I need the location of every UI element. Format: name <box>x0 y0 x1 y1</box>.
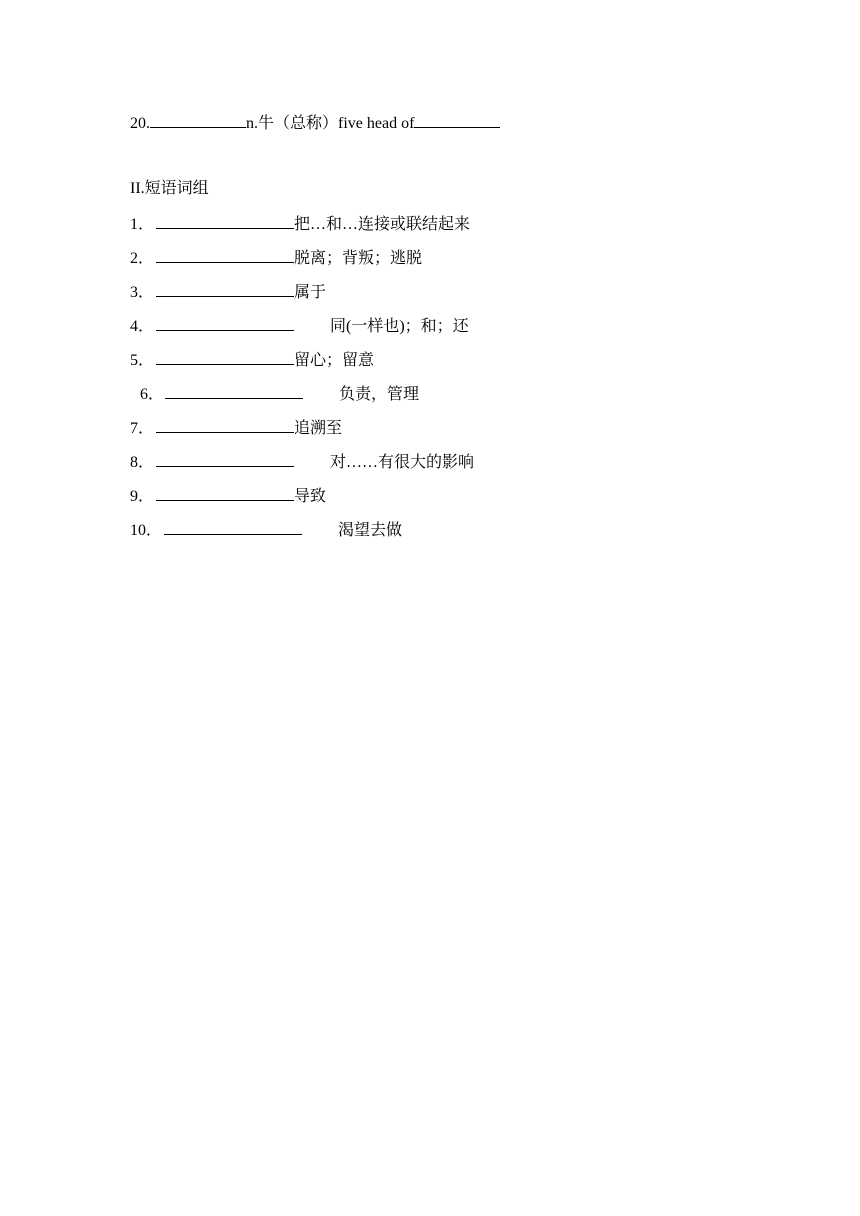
phrase-meaning: 渴望去做 <box>338 522 403 539</box>
phrase-meaning: 追溯至 <box>294 420 343 437</box>
item-number: 20. <box>130 115 150 132</box>
phrase-item-10 <box>130 519 402 541</box>
phrase-item-1 <box>130 213 470 235</box>
phrase-item-3 <box>130 281 326 303</box>
answer-blank[interactable] <box>156 213 294 229</box>
item-meaning: n.牛（总称） <box>246 115 339 132</box>
vocab-item-20 <box>130 112 500 134</box>
phrase-meaning: 负责，管理 <box>339 386 420 403</box>
phrase-number: 4． <box>130 318 155 335</box>
phrase-meaning: 留心；留意 <box>294 352 375 369</box>
phrase-item-8 <box>130 451 474 473</box>
phrase-number: 2． <box>130 250 155 267</box>
phrase-meaning: 导致 <box>294 488 327 505</box>
phrase-number: 3． <box>130 284 155 301</box>
phrase-item-4 <box>130 315 469 337</box>
answer-blank[interactable] <box>156 417 294 433</box>
phrase-item-2 <box>130 247 422 269</box>
answer-blank[interactable] <box>164 519 302 535</box>
example-text: five head of <box>338 115 415 132</box>
phrase-number: 7． <box>130 420 155 437</box>
phrase-number: 9． <box>130 488 155 505</box>
phrase-meaning: 对……有很大的影响 <box>330 454 475 471</box>
section-heading: II.短语词组 <box>130 180 209 197</box>
phrase-meaning: 属于 <box>294 284 327 301</box>
answer-blank[interactable] <box>156 485 294 501</box>
answer-blank[interactable] <box>150 112 246 128</box>
phrase-item-9 <box>130 485 326 507</box>
answer-blank[interactable] <box>156 247 294 263</box>
phrase-meaning: 同(一样也)；和；还 <box>330 318 469 335</box>
answer-blank[interactable] <box>156 451 294 467</box>
phrase-number: 10． <box>130 522 163 539</box>
phrase-number: 6． <box>140 386 165 403</box>
phrase-meaning: 脱离；背叛；逃脱 <box>294 250 423 267</box>
answer-blank[interactable] <box>156 315 294 331</box>
answer-blank[interactable] <box>156 349 294 365</box>
phrase-number: 8． <box>130 454 155 471</box>
answer-blank[interactable] <box>156 281 294 297</box>
answer-blank[interactable] <box>165 383 303 399</box>
phrase-item-5 <box>130 349 374 371</box>
phrase-meaning: 把…和…连接或联结起来 <box>294 216 471 233</box>
example-blank[interactable] <box>414 112 500 128</box>
phrase-item-7 <box>130 417 342 439</box>
phrase-number: 1． <box>130 216 155 233</box>
phrase-item-6 <box>140 383 419 405</box>
phrase-number: 5． <box>130 352 155 369</box>
